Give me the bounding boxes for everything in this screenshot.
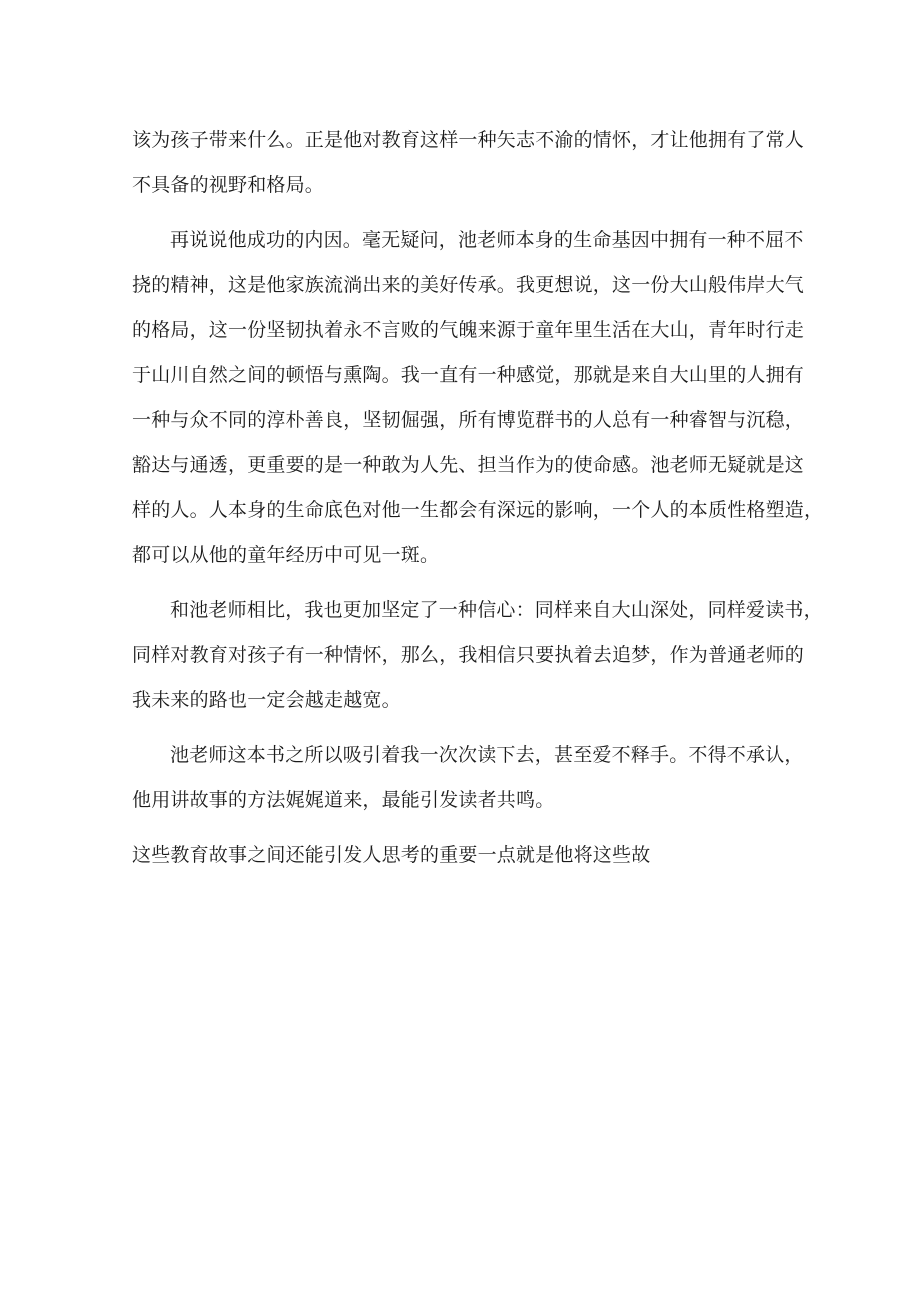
paragraph (132, 733, 812, 823)
text-line: 不具备的视野和格局。 (132, 174, 325, 196)
text-line: 挠的精神，这是他家族流淌出来的美好传承。我更想说，这一份大山般伟岸大气 (132, 274, 805, 296)
text-line: 这些教育故事之间还能引发人思考的重要一点就是他将这些故 (132, 844, 651, 866)
paragraph (132, 833, 812, 878)
text-line: 再说说他成功的内因。毫无疑问，池老师本身的生命基因中拥有一种不屈不 (170, 229, 804, 251)
paragraph (132, 118, 812, 208)
paragraph (132, 218, 824, 578)
text-line: 池老师这本书之所以吸引着我一次次读下去，甚至爱不释手。不得不承认， (170, 744, 804, 766)
text-line: 我未来的路也一定会越走越宽。 (132, 689, 401, 711)
paragraph (132, 588, 823, 723)
text-line: 他用讲故事的方法娓娓道来，最能引发读者共鸣。 (132, 789, 555, 811)
text-line: 样的人。人本身的生命底色对他一生都会有深远的影响，一个人的本质性格塑造， (132, 499, 824, 521)
text-line: 都可以从他的童年经历中可见一斑。 (132, 544, 440, 566)
text-line: 豁达与通透，更重要的是一种敢为人先、担当作为的使命感。池老师无疑就是这 (132, 454, 805, 476)
text-line: 和池老师相比，我也更加坚定了一种信心：同样来自大山深处，同样爱读书， (170, 599, 823, 621)
text-line: 的格局，这一份坚韧执着永不言败的气魄来源于童年里生活在大山，青年时行走 (132, 319, 805, 341)
text-line: 于山川自然之间的顿悟与熏陶。我一直有一种感觉，那就是来自大山里的人拥有 (132, 364, 805, 386)
text-line: 同样对教育对孩子有一种情怀，那么，我相信只要执着去追梦，作为普通老师的 (132, 644, 805, 666)
text-line: 该为孩子带来什么。正是他对教育这样一种矢志不渝的情怀，才让他拥有了常人 (132, 129, 805, 151)
body-text (132, 118, 824, 878)
text-line: 一种与众不同的淳朴善良，坚韧倔强，所有博览群书的人总有一种睿智与沉稳， (132, 409, 805, 431)
